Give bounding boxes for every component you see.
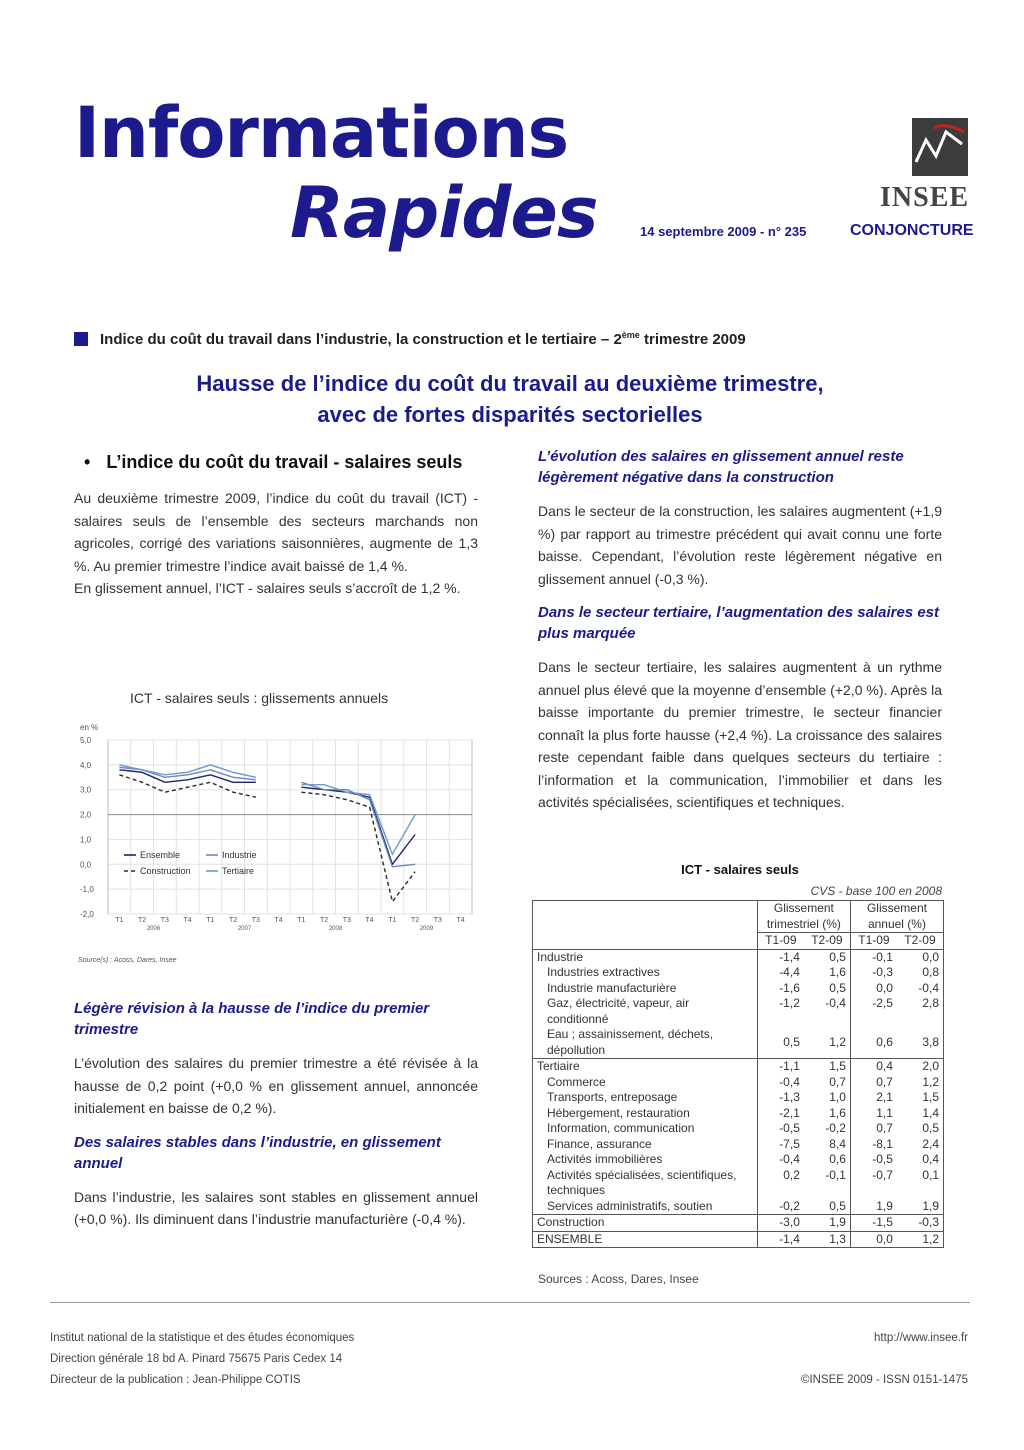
x-tick-label: T3 (433, 917, 442, 924)
footer-right (760, 1328, 968, 1391)
x-tick-label: T2 (411, 917, 420, 924)
cell-value: -1,1 (779, 1059, 800, 1073)
x-year-label: 2006 (146, 926, 161, 932)
cell-value: -2,1 (779, 1105, 800, 1120)
cell-value: -1,4 (779, 1231, 800, 1246)
chart-source-note: Source(s) : Acoss, Dares, Insee (78, 957, 177, 964)
line-chart (74, 718, 478, 968)
cell-value: -0,7 (872, 1167, 893, 1182)
footer-director: Directeur de la publication : Jean-Philippe COTIS (50, 1374, 301, 1386)
x-year-label: 2008 (328, 926, 343, 932)
cell-value: -0,3 (918, 1215, 939, 1229)
row-label: Industries extractives (533, 965, 758, 981)
ict-table (532, 900, 944, 1248)
brand-informations: Informations (74, 92, 569, 174)
row-label: Gaz, électricité, vapeur, air conditionné (533, 996, 758, 1027)
y-tick-label: -2,0 (80, 910, 94, 919)
cell-value: -0,3 (872, 965, 893, 979)
table-row (533, 949, 944, 965)
row-label: Transports, entreposage (533, 1090, 758, 1106)
cell-value: 1,4 (922, 1105, 939, 1120)
y-tick-label: -1,0 (80, 885, 94, 895)
legend-label: Industrie (222, 850, 257, 860)
y-tick-label: 5,0 (80, 736, 92, 745)
table-row (533, 1215, 944, 1232)
row-label: Services administratifs, soutien (533, 1199, 758, 1215)
cell-value: 0,6 (804, 1152, 851, 1168)
para-revision: L’évolution des salaires du premier trimestre a été révisée à la hausse de 0,2 point (+0,0 % en glissement annuel, annoncée initialement en baisse de 0,2 %). (74, 1055, 478, 1116)
cell-value: 1,3 (804, 1231, 851, 1248)
row-label: Activités immobilières (533, 1152, 758, 1168)
cell-value: 2,1 (876, 1090, 893, 1104)
cell-value: 0,2 (783, 1167, 800, 1182)
subheading-tertiaire: Dans le secteur tertiaire, l’augmentation des salaires est plus marquée (538, 604, 940, 642)
cell-value: 2,8 (922, 996, 939, 1010)
para-construction: Dans le secteur de la construction, les salaires augmentent (+1,9 %) par rapport au trimestre précédent qui avait connu une forte baisse. Cependant, l’évolution reste légèrement négative en glissement annuel (-0,3 %). (538, 503, 942, 587)
table-row (533, 1121, 944, 1137)
cell-value: 1,6 (804, 1106, 851, 1122)
issue-date: 14 septembre 2009 - n° 235 (640, 224, 807, 239)
cell-value: 1,9 (922, 1198, 939, 1213)
kicker-square-icon (74, 332, 88, 346)
cell-value: 0,6 (876, 1034, 893, 1049)
table-row (533, 1106, 944, 1122)
headline-line1: Hausse de l’indice du coût du travail au deuxième trimestre, (196, 371, 824, 396)
subheading-construction: L’évolution des salaires en glissement annuel reste légèrement négative dans la construction (538, 448, 904, 486)
cell-value: 1,5 (804, 1059, 851, 1075)
cell-value: 0,7 (876, 1074, 893, 1089)
kicker-text: Indice du coût du travail dans l’industrie, la construction et le tertiaire – 2ème trimestre 2009 (100, 330, 746, 348)
cell-value: 1,5 (922, 1090, 939, 1104)
cell-value: 0,0 (922, 949, 939, 964)
cell-value: 0,8 (922, 965, 939, 979)
cell-value: -0,2 (804, 1121, 851, 1137)
cell-value: 0,4 (876, 1059, 893, 1073)
left-column-lower (74, 998, 478, 1231)
x-tick-label: T2 (138, 917, 147, 924)
conjoncture-label: CONJONCTURE (850, 222, 974, 239)
table-row (533, 1152, 944, 1168)
cell-value: -7,5 (779, 1136, 800, 1151)
legend-label: Construction (140, 866, 191, 876)
row-label: Industrie manufacturière (533, 981, 758, 997)
x-tick-label: T1 (388, 917, 397, 924)
cell-value: -0,5 (779, 1121, 800, 1135)
x-tick-label: T3 (251, 917, 260, 924)
x-tick-label: T4 (456, 917, 465, 924)
y-tick-label: 3,0 (80, 785, 92, 795)
cell-value: 1,2 (922, 1231, 939, 1246)
cell-value: 0,1 (922, 1167, 939, 1182)
cell-value: -3,0 (779, 1215, 800, 1229)
col-group-trimestriel: Glissement trimestriel (%) (757, 901, 850, 933)
cell-value: -0,5 (872, 1152, 893, 1166)
section-title: • L’indice du coût du travail - salaires seuls (84, 452, 463, 472)
para-tertiaire: Dans le secteur tertiaire, les salaires augmentent à un rythme annuel plus élevé que la moyenne d’ensemble (+2,0 %). Après la baisse importante du premier trimestre, le secteur financier connaît la plus forte hausse (+2,4 %). La croissance des salaires reste cependant faible dans quelques secteurs du tertiaire : l’information et la communication, l’immobilier et dans les activités spécialisées, scientifiques et techniques. (538, 659, 942, 810)
cell-value: -1,5 (872, 1215, 893, 1229)
cell-value: 8,4 (804, 1137, 851, 1153)
cell-value: 0,5 (804, 1199, 851, 1215)
para-industrie: Dans l’industrie, les salaires sont stables en glissement annuel (+0,0 %). Ils diminuent dans l’industrie manufacturière (-0,4 %). (74, 1188, 478, 1227)
left-column (74, 450, 478, 600)
footer-institute: Institut national de la statistique et des études économiques (50, 1332, 355, 1344)
cell-value: -0,4 (779, 1074, 800, 1089)
cell-value: 0,4 (922, 1152, 939, 1166)
cell-value: 0,7 (804, 1075, 851, 1091)
cell-value: 3,8 (922, 1034, 939, 1049)
table-row (533, 1199, 944, 1215)
cell-value: -0,4 (804, 996, 851, 1027)
footer-left (50, 1328, 354, 1391)
x-tick-label: T2 (229, 917, 238, 924)
table-row (533, 1168, 944, 1199)
footer-copyright: ©INSEE 2009 - ISSN 0151-1475 (800, 1374, 968, 1386)
y-tick-label: 1,0 (80, 835, 92, 845)
x-year-label: 2007 (237, 926, 252, 932)
subheading-industrie: Des salaires stables dans l’industrie, en glissement annuel (74, 1133, 441, 1172)
row-label: Finance, assurance (533, 1137, 758, 1153)
cell-value: 1,0 (804, 1090, 851, 1106)
y-tick-label: 2,0 (80, 810, 92, 820)
cell-value: -0,1 (804, 1168, 851, 1199)
row-label: Tertiaire (533, 1059, 758, 1075)
table-sources: Sources : Acoss, Dares, Insee (538, 1272, 699, 1286)
table-wrap (532, 900, 944, 1248)
cell-value: -1,2 (779, 996, 800, 1010)
table-row (533, 1027, 944, 1059)
table-row (533, 1075, 944, 1091)
cell-value: -0,2 (779, 1198, 800, 1213)
kicker (74, 330, 746, 348)
row-label: Eau ; assainissement, déchets, dépollution (533, 1027, 758, 1059)
x-tick-label: T3 (342, 917, 351, 924)
table-row (533, 981, 944, 997)
table-row (533, 1137, 944, 1153)
table-row (533, 1059, 944, 1075)
cell-value: -4,4 (779, 965, 800, 979)
cell-value: 1,9 (876, 1198, 893, 1213)
cell-value: -0,1 (872, 949, 893, 964)
x-tick-label: T4 (365, 917, 374, 924)
legend-label: Ensemble (140, 850, 181, 860)
row-label: Construction (533, 1215, 758, 1232)
row-label: Industrie (533, 949, 758, 965)
cell-value: -1,3 (779, 1090, 800, 1104)
col-group-annuel: Glissement annuel (%) (866, 901, 927, 931)
para-glissement: En glissement annuel, l’ICT - salaires seuls s’accroît de 1,2 %. (74, 580, 461, 596)
x-tick-label: T4 (183, 917, 192, 924)
cell-value: -8,1 (872, 1136, 893, 1151)
cell-value: 1,9 (804, 1215, 851, 1232)
cell-value: 2,0 (922, 1059, 939, 1073)
cell-value: 0,5 (804, 949, 851, 965)
cell-value: 1,2 (922, 1074, 939, 1089)
cell-value: 0,5 (922, 1121, 939, 1135)
x-tick-label: T3 (160, 917, 169, 924)
col-head: T2-09 (804, 933, 851, 950)
brand-rapides: Rapides (290, 172, 598, 254)
para-intro: Au deuxième trimestre 2009, l’indice du coût du travail (ICT) - salaires seuls de l’ensemble des secteurs marchands non agricoles, corrigé des variations saisonnières, augmente de 1,3 %. Au premier trimestre l’indice avait baissé de 1,4 %. (74, 490, 478, 574)
cell-value: 0,5 (804, 981, 851, 997)
y-tick-label: 4,0 (80, 760, 92, 770)
cell-value: 0,7 (876, 1121, 893, 1135)
col-head: T2-09 (897, 933, 944, 950)
table-row (533, 965, 944, 981)
cell-value: 1,1 (876, 1105, 893, 1120)
table-note: CVS - base 100 en 2008 (810, 884, 942, 898)
cell-value: -0,4 (918, 980, 939, 995)
cell-value: 1,2 (804, 1027, 851, 1059)
legend-label: Tertiaire (222, 866, 255, 876)
table-row (533, 996, 944, 1027)
subheading-revision: Légère révision à la hausse de l’indice du premier trimestre (74, 1000, 430, 1038)
col-head: T1-09 (757, 933, 804, 950)
table-title: ICT - salaires seuls (681, 862, 799, 877)
row-label: Activités spécialisées, scientifiques, techniques (533, 1168, 758, 1199)
cell-value: 0,0 (876, 1231, 893, 1246)
cell-value: -0,4 (779, 1152, 800, 1166)
table-row (533, 1231, 944, 1248)
insee-logo-text: INSEE (880, 182, 970, 213)
cell-value: 0,5 (783, 1034, 800, 1049)
x-tick-label: T1 (297, 917, 306, 924)
x-tick-label: T1 (115, 917, 124, 924)
x-year-label: 2009 (419, 926, 434, 932)
footer-address: Direction générale 18 bd A. Pinard 75675 Paris Cedex 14 (50, 1353, 343, 1365)
row-label: Commerce (533, 1075, 758, 1091)
right-column (538, 446, 942, 814)
cell-value: 1,6 (804, 965, 851, 981)
y-tick-label: 0,0 (80, 860, 92, 870)
cell-value: -1,6 (779, 980, 800, 995)
chart-title: ICT - salaires seuls : glissements annuels (130, 690, 389, 706)
col-head: T1-09 (850, 933, 897, 950)
row-label: Information, communication (533, 1121, 758, 1137)
insee-logo-icon (912, 118, 968, 176)
headline (100, 368, 920, 430)
table-row (533, 1090, 944, 1106)
footer-url[interactable]: http://www.insee.fr (874, 1332, 968, 1344)
row-label: Hébergement, restauration (533, 1106, 758, 1122)
footer-divider (50, 1302, 970, 1303)
x-tick-label: T4 (274, 917, 283, 924)
cell-value: 2,4 (922, 1136, 939, 1151)
x-tick-label: T1 (206, 917, 215, 924)
row-label: ENSEMBLE (533, 1231, 758, 1248)
y-unit-label: en % (80, 723, 99, 732)
cell-value: 0,0 (876, 980, 893, 995)
x-tick-label: T2 (320, 917, 329, 924)
cell-value: -1,4 (779, 949, 800, 964)
cell-value: -2,5 (872, 996, 893, 1010)
headline-line2: avec de fortes disparités sectorielles (317, 402, 703, 427)
